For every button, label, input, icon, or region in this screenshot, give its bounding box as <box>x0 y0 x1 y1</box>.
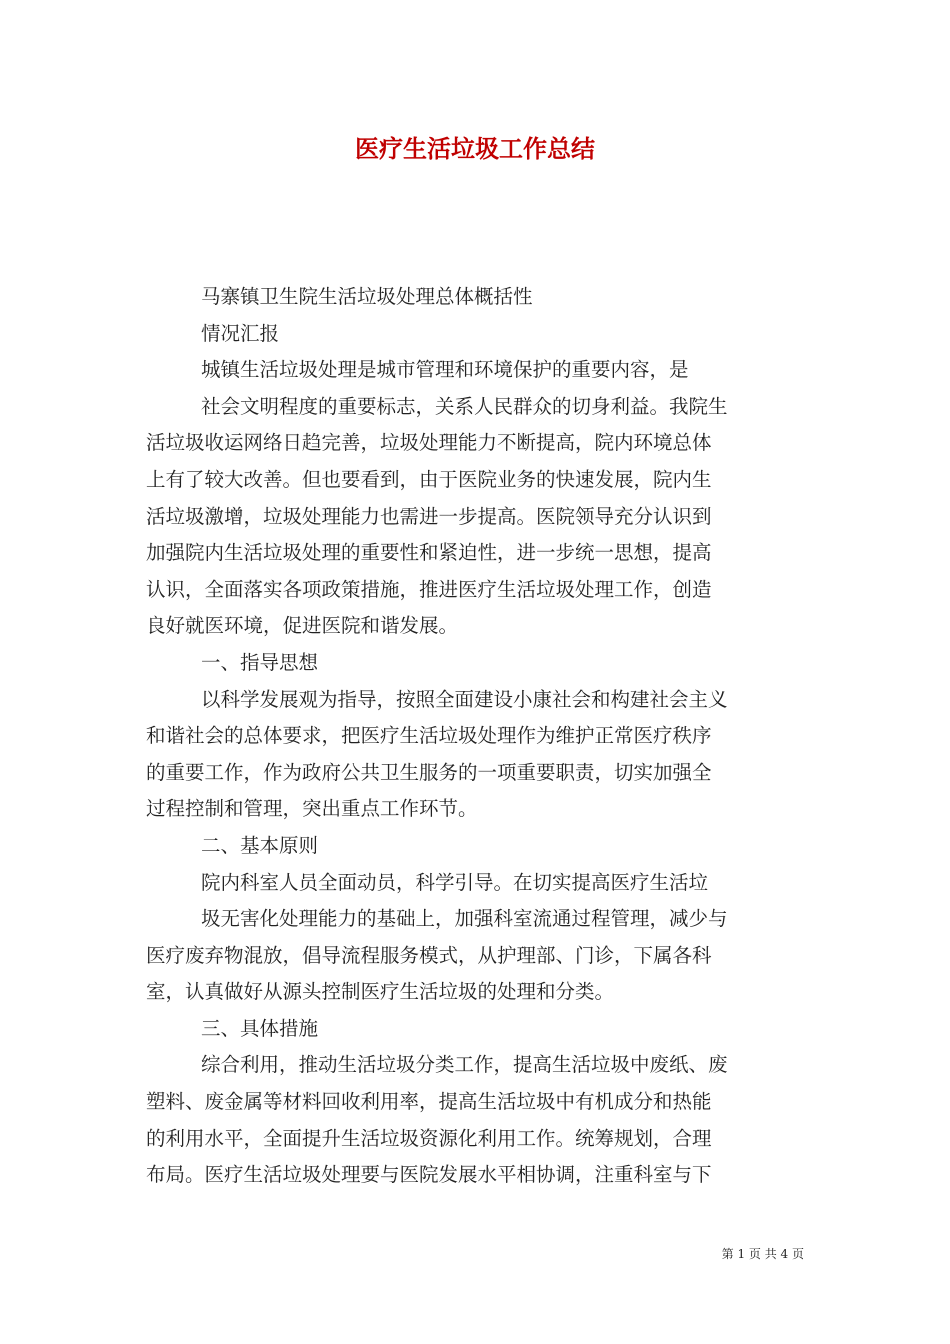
text-line: 和谐社会的总体要求，把医疗生活垃圾处理作为维护正常医疗秩序 <box>146 724 712 748</box>
page-number: 第 1 页 共 4 页 <box>721 1247 804 1261</box>
text-line: 情况汇报 <box>201 321 280 345</box>
text-line: 室，认真做好从源头控制医疗生活垃圾的处理和分类。 <box>146 980 615 1004</box>
text-line: 圾无害化处理能力的基础上，加强科室流通过程管理，减少与 <box>201 907 728 931</box>
text-line: 马寨镇卫生院生活垃圾处理总体概括性 <box>201 285 533 308</box>
text-line: 院内科室人员全面动员，科学引导。在切实提高医疗生活垃 <box>201 870 709 894</box>
document-body <box>146 279 812 1194</box>
text-line: 良好就医环境，促进医院和谐发展。 <box>146 614 459 638</box>
text-line: 一、指导思想 <box>201 650 319 674</box>
text-line: 医疗废弃物混放，倡导流程服务模式，从护理部、门诊，下属各科 <box>146 943 712 967</box>
text-line: 过程控制和管理，突出重点工作环节。 <box>146 797 478 821</box>
text-line: 城镇生活垃圾处理是城市管理和环境保护的重要内容，是 <box>201 358 689 382</box>
text-line: 以科学发展观为指导，按照全面建设小康社会和构建社会主义 <box>201 687 728 711</box>
text-line: 认识，全面落实各项政策措施，推进医疗生活垃圾处理工作，创造 <box>146 577 712 601</box>
document-title: 医疗生活垃圾工作总结 <box>355 134 595 163</box>
text-line: 加强院内生活垃圾处理的重要性和紧迫性，进一步统一思想，提高 <box>146 541 712 565</box>
text-line: 上有了较大改善。但也要看到，由于医院业务的快速发展，院内生 <box>146 467 712 491</box>
text-line: 综合利用，推动生活垃圾分类工作，提高生活垃圾中废纸、废 <box>201 1053 728 1077</box>
text-line: 的重要工作，作为政府公共卫生服务的一项重要职责，切实加强全 <box>146 760 712 784</box>
text-line: 活垃圾激增，垃圾处理能力也需进一步提高。医院领导充分认识到 <box>146 504 712 528</box>
text-line: 社会文明程度的重要标志，关系人民群众的切身利益。我院生 <box>201 394 728 418</box>
text-line: 二、基本原则 <box>201 833 319 857</box>
text-line: 塑料、废金属等材料回收利用率，提高生活垃圾中有机成分和热能 <box>146 1090 712 1114</box>
text-line: 的利用水平，全面提升生活垃圾资源化利用工作。统筹规划，合理 <box>146 1126 712 1150</box>
text-line: 活垃圾收运网络日趋完善，垃圾处理能力不断提高，院内环境总体 <box>146 431 712 455</box>
text-line: 布局。医疗生活垃圾处理要与医院发展水平相协调，注重科室与下 <box>146 1163 712 1187</box>
text-line: 三、具体措施 <box>201 1016 319 1040</box>
